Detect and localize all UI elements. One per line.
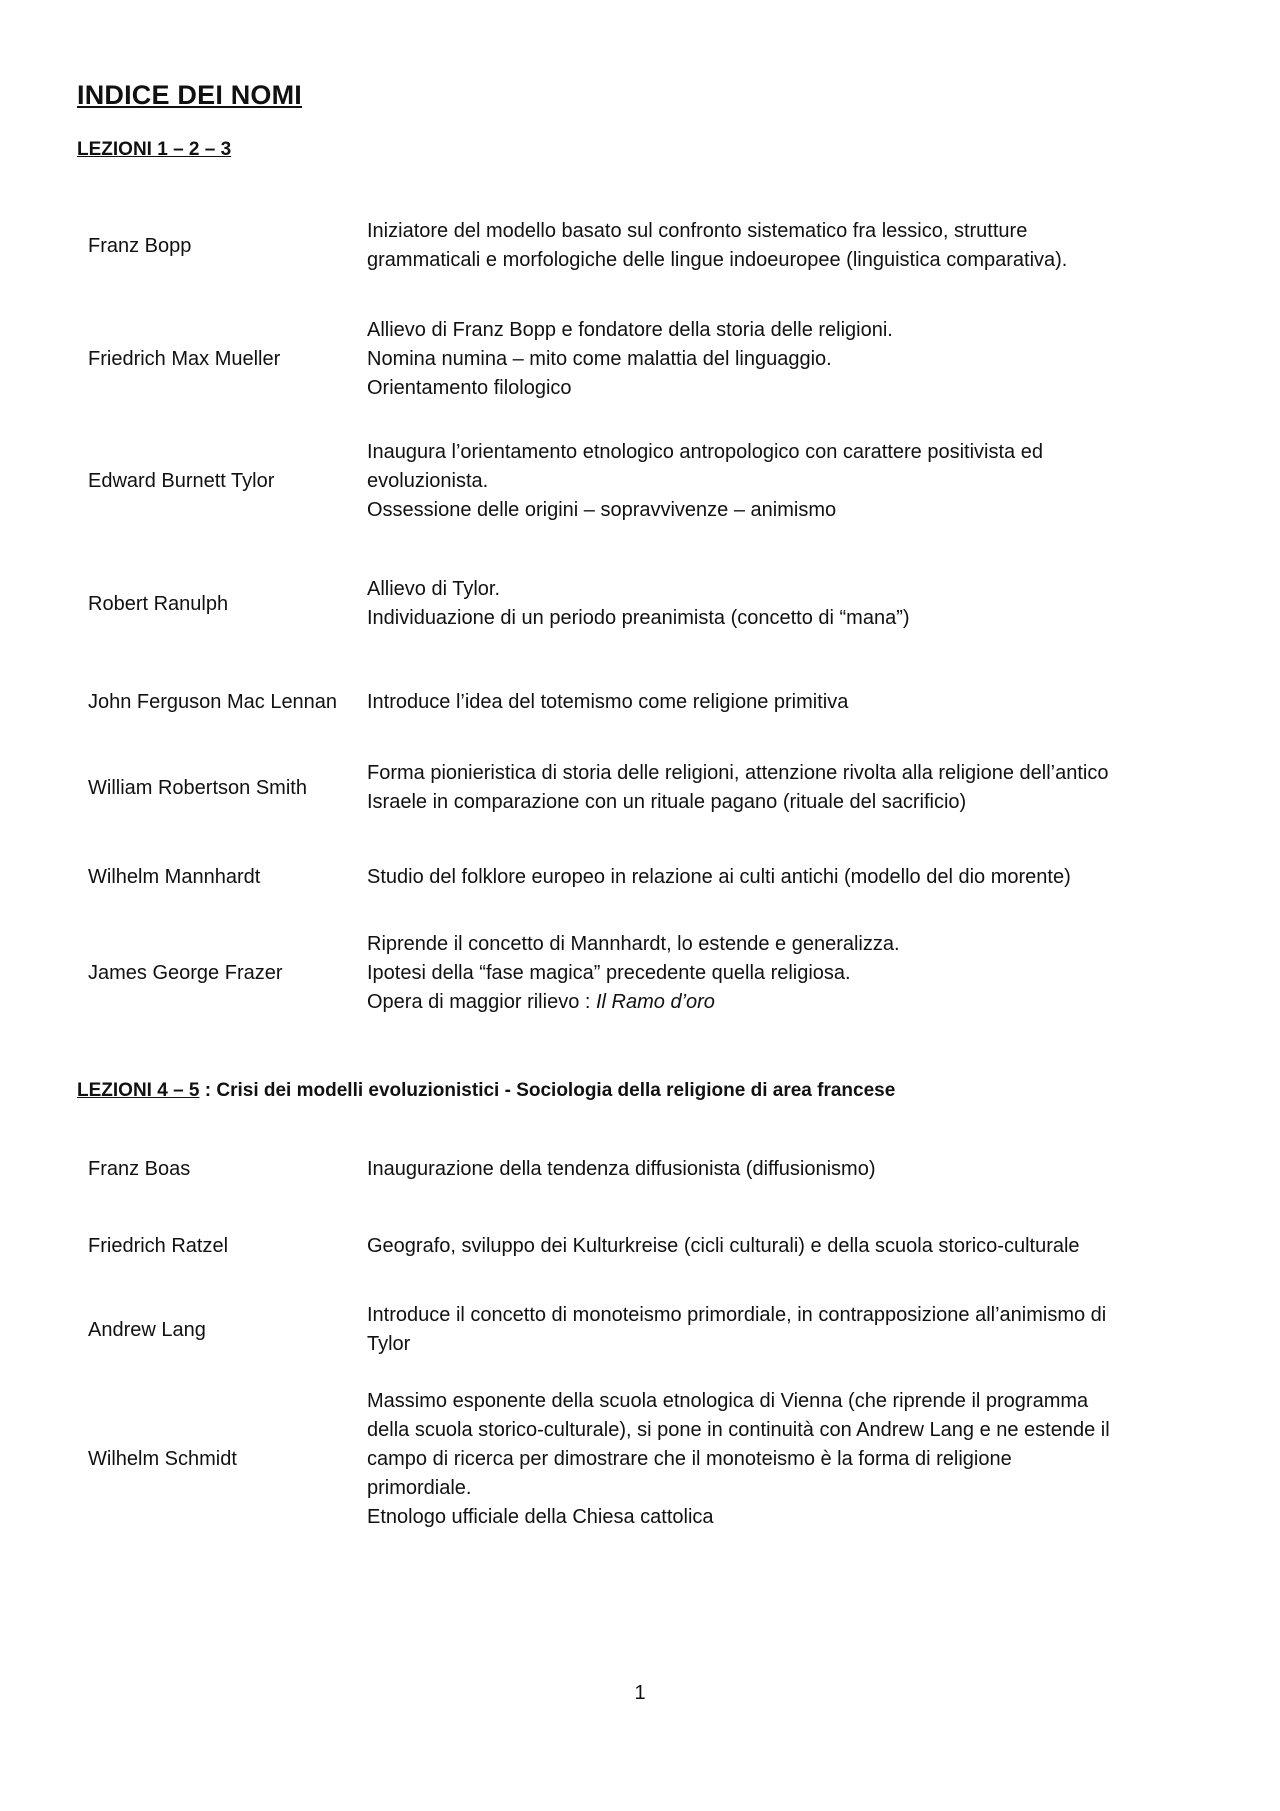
entry-description [367, 930, 1207, 1017]
entry-description [367, 759, 1207, 817]
description-line: Etnologo ufficiale della Chiesa cattolica [367, 1506, 714, 1528]
description-line: Iniziatore del modello basato sul confronto sistematico fra lessico, strutture [367, 220, 1028, 242]
description-line: primordiale. [367, 1477, 472, 1499]
entry-name: Franz Bopp [88, 234, 192, 257]
description-line: Tylor [367, 1333, 411, 1355]
entry-description [367, 688, 1207, 717]
entry-edward-burnett-tylor [77, 438, 1207, 525]
description-line: Allievo di Franz Bopp e fondatore della storia delle religioni. [367, 319, 893, 341]
description-line [367, 988, 1207, 1017]
entry-name: Andrew Lang [88, 1318, 206, 1341]
document-title: INDICE DEI NOMI [77, 80, 303, 110]
entry-description [367, 316, 1207, 403]
page-number: 1 [634, 1682, 646, 1704]
section-heading-rest: : Crisi dei modelli evoluzionistici - Sociologia della religione di area francese [199, 1080, 896, 1101]
description-line: della scuola storico-culturale), si pone in continuità con Andrew Lang e ne estende il [367, 1419, 1110, 1441]
entry-john-ferguson-mac-lennan [77, 688, 1207, 717]
description-line: Israele in comparazione con un rituale pagano (rituale del sacrificio) [367, 791, 967, 813]
entry-description [367, 1155, 1207, 1184]
entry-friedrich-ratzel [77, 1232, 1207, 1261]
description-line: campo di ricerca per dimostrare che il monoteismo è la forma di religione [367, 1448, 1012, 1470]
entry-name: John Ferguson Mac Lennan [88, 691, 338, 713]
description-prefix: Opera di maggior rilievo : [367, 991, 596, 1013]
entry-name: Wilhelm Mannhardt [88, 866, 261, 888]
entry-name: Friedrich Ratzel [88, 1235, 229, 1257]
entry-description [367, 1301, 1207, 1359]
description-line: Riprende il concetto di Mannhardt, lo estende e generalizza. [367, 933, 900, 955]
entry-name: James George Frazer [88, 962, 283, 984]
entry-name: Edward Burnett Tylor [88, 470, 275, 492]
entry-franz-boas [77, 1155, 1207, 1184]
section-heading-lezioni-1-2-3 [77, 139, 231, 161]
description-line: Forma pionieristica di storia delle religioni, attenzione rivolta alla religione dell’antico [367, 762, 1109, 784]
entry-description [367, 575, 1207, 633]
description-line: Ipotesi della “fase magica” precedente quella religiosa. [367, 962, 851, 984]
entry-description [367, 217, 1207, 275]
description-line: Introduce il concetto di monoteismo primordiale, in contrapposizione all’animismo di [367, 1304, 1107, 1326]
description-line: Geografo, sviluppo dei Kulturkreise (cicli culturali) e della scuola storico-culturale [367, 1235, 1080, 1257]
description-line: Inaugura l’orientamento etnologico antropologico con carattere positivista ed [367, 441, 1043, 463]
description-line: grammaticali e morfologiche delle lingue indoeuropee (linguistica comparativa). [367, 249, 1068, 271]
description-line: Allievo di Tylor. [367, 578, 501, 600]
entry-name: Franz Boas [88, 1158, 191, 1180]
entry-william-robertson-smith [77, 759, 1207, 817]
entry-name: William Robertson Smith [88, 776, 307, 799]
description-line: Studio del folklore europeo in relazione ai culti antichi (modello del dio morente) [367, 866, 1071, 888]
description-line: Massimo esponente della scuola etnologica di Vienna (che riprende il programma [367, 1390, 1089, 1412]
section-heading-underlined: LEZIONI 1 – 2 – 3 [77, 139, 232, 160]
entry-andrew-lang [77, 1301, 1207, 1359]
section-heading-underlined: LEZIONI 4 – 5 [77, 1080, 200, 1101]
description-line: Nomina numina – mito come malattia del linguaggio. [367, 348, 832, 370]
entry-robert-ranulph [77, 575, 1207, 633]
description-line: Introduce l’idea del totemismo come religione primitiva [367, 691, 849, 713]
entry-name: Robert Ranulph [88, 592, 229, 615]
description-line: Inaugurazione della tendenza diffusionista (diffusionismo) [367, 1158, 876, 1180]
entry-description [367, 863, 1207, 892]
description-line: evoluzionista. [367, 470, 489, 492]
entry-wilhelm-schmidt [77, 1387, 1207, 1532]
entry-wilhelm-mannhardt [77, 863, 1207, 892]
description-line: Orientamento filologico [367, 377, 572, 399]
description-line: Ossessione delle origini – sopravvivenze – animismo [367, 499, 837, 521]
entry-friedrich-max-mueller [77, 316, 1207, 403]
section-heading-lezioni-4-5 [77, 1080, 895, 1102]
book-title: Il Ramo d’oro [595, 991, 715, 1013]
entry-description [367, 438, 1207, 525]
entry-description [367, 1387, 1207, 1532]
description-line: Individuazione di un periodo preanimista (concetto di “mana”) [367, 607, 910, 629]
entry-franz-bopp [77, 217, 1207, 275]
entry-name: Friedrich Max Mueller [88, 348, 281, 370]
entry-name: Wilhelm Schmidt [88, 1448, 237, 1470]
entry-james-george-frazer [77, 930, 1207, 1017]
entry-description [367, 1232, 1207, 1261]
